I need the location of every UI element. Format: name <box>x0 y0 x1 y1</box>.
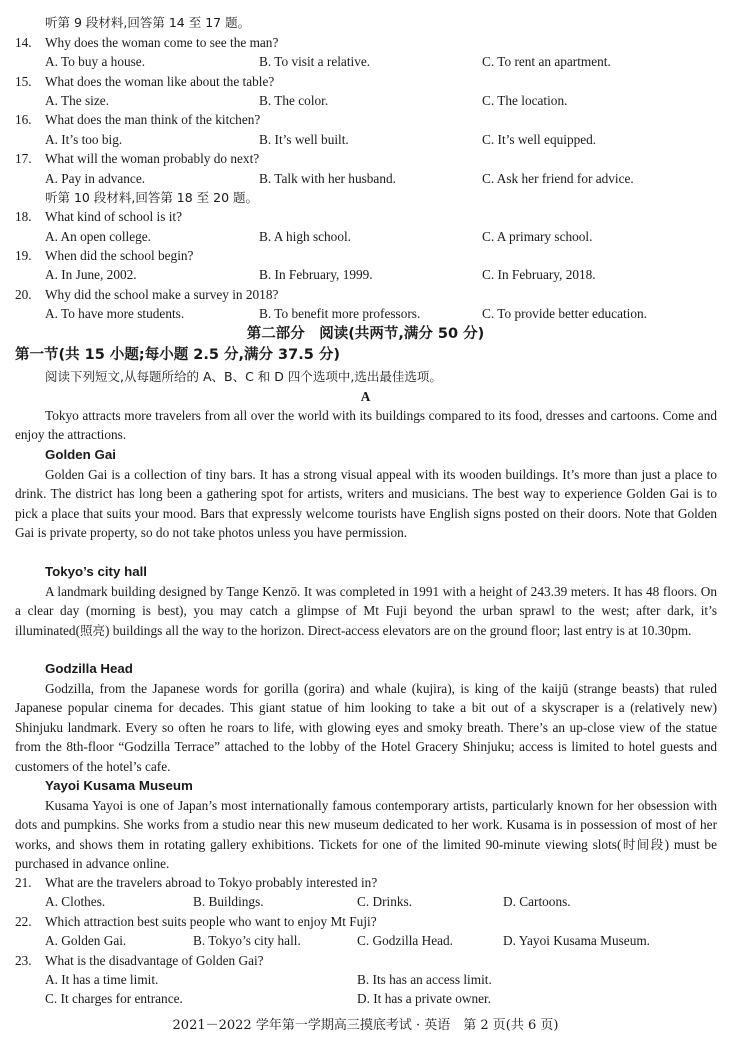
option-a: A. An open college. <box>45 229 151 244</box>
question-21 <box>15 873 715 892</box>
question-17 <box>15 149 715 168</box>
question-number: 16. <box>15 112 32 127</box>
section-text-kusama <box>15 796 717 874</box>
option-c: C. Godzilla Head. <box>357 933 454 948</box>
question-16 <box>15 110 715 129</box>
option-a: A. In June, 2002. <box>45 267 137 282</box>
option-a: A. Pay in advance. <box>45 171 146 186</box>
option-c: C. It charges for entrance. <box>45 991 183 1006</box>
chinese-gloss: 时间段 <box>621 836 665 852</box>
question-number: 14. <box>15 35 32 50</box>
option-c: C. To rent an apartment. <box>482 54 611 69</box>
question-number: 20. <box>15 287 32 302</box>
option-b: B. To visit a relative. <box>259 54 371 69</box>
question-number: 23. <box>15 953 32 968</box>
question-19 <box>15 246 715 265</box>
options-18 <box>45 227 715 246</box>
question-text: Which attraction best suits people who want to enjoy Mt Fuji? <box>45 914 377 929</box>
options-22 <box>45 931 715 950</box>
question-text: What is the disadvantage of Golden Gai? <box>45 953 264 968</box>
options-14 <box>45 52 715 71</box>
reading-instruction: 阅读下列短文,从每题所给的 A、B、C 和 D 四个选项中,选出最佳选项。 <box>45 369 442 384</box>
option-b: B. A high school. <box>259 229 351 244</box>
section-title-golden-gai: Golden Gai <box>45 447 116 462</box>
question-number: 17. <box>15 151 32 166</box>
section-text-city-hall <box>15 582 717 640</box>
options-21 <box>45 892 715 911</box>
option-a: A. It has a time limit. <box>45 972 159 987</box>
question-text: What will the woman probably do next? <box>45 151 260 166</box>
options-19 <box>45 265 715 284</box>
section-text-golden-gai: Golden Gai is a collection of tiny bars. It has a strong visual appeal with its wooden buildings. It’s more than just a place to drink. The district has long been a gathering spot for artists, writers and musicians. The best way to experience Golden Gai is to pick a place that suits your mood. Bars that expressly welcome tourists have English signs posted on their doors. Note that Golden Gai is private property, so do not take photos unless you have permission. <box>15 467 717 541</box>
option-c: C. A primary school. <box>482 229 593 244</box>
option-b: B. Its has an access limit. <box>357 972 492 987</box>
option-b: B. The color. <box>259 93 329 108</box>
text-segment: Kusama Yayoi is one of Japan’s most internationally famous contemporary artists, particularly known for her obsession with dots and pumpkins. She works from a studio near this new museum dedicated to her work. Kusama is in possession of most of her works, and shows them in rotating gallery exhibitions. Tickets for one of the limited 90-minute viewing slots( <box>15 798 717 852</box>
passage-letter: A <box>360 389 371 404</box>
passage-intro: Tokyo attracts more travelers from all over the world with its buildings compared to its food, dresses and cartoons. Come and enjoy the attractions. <box>15 408 717 443</box>
section-title-city-hall: Tokyo’s city hall <box>45 564 147 579</box>
question-text: When did the school begin? <box>45 248 194 263</box>
question-number: 15. <box>15 74 32 89</box>
question-20 <box>15 285 715 304</box>
option-d: D. Cartoons. <box>503 894 571 909</box>
question-22 <box>15 912 715 931</box>
option-a: A. It’s too big. <box>45 132 123 147</box>
section-text-godzilla: Godzilla, from the Japanese words for gorilla (gorira) and whale (kujira), is king of the kaijū (strange beasts) that ruled Japanese popular cinema for decades. This giant statue of him looking to take a bit out of a skyscraper is a (relatively new) Shinjuku landmark. Every so often he roars to life, with glowing eyes and smoky breath. There’s an up-close view of the statue from the 8th-floor “Godzilla Terrace” attached to the lobby of the Hotel Gracery Shinjuku; access is limited to hotel guests and customers of the hotel’s cafe. <box>15 681 717 774</box>
question-number: 22. <box>15 914 32 929</box>
option-a: A. To buy a house. <box>45 54 146 69</box>
section-title-godzilla: Godzilla Head <box>45 661 133 676</box>
question-number: 19. <box>15 248 32 263</box>
option-b: B. It’s well built. <box>259 132 349 147</box>
text-segment: ) must be purchased in advance online. <box>15 836 717 872</box>
options-20 <box>45 304 715 323</box>
option-a: A. To have more students. <box>45 306 185 321</box>
question-number: 21. <box>15 875 32 890</box>
options-15 <box>45 91 715 110</box>
listening-intro-10: 听第 10 段材料,回答第 18 至 20 题。 <box>45 190 259 205</box>
question-18 <box>15 207 715 226</box>
options-16 <box>45 130 715 149</box>
page-footer: 2021－2022 学年第一学期高三摸底考试 · 英语 第 2 页(共 6 页) <box>172 1018 559 1033</box>
option-a: A. Golden Gai. <box>45 933 127 948</box>
question-text: What does the woman like about the table? <box>45 74 275 89</box>
question-number: 18. <box>15 209 32 224</box>
part2-title: 第二部分 阅读(共两节,满分 50 分) <box>246 326 485 342</box>
options-23-row1 <box>45 970 715 989</box>
listening-intro-9: 听第 9 段材料,回答第 14 至 17 题。 <box>45 15 251 30</box>
text-segment: ) buildings all the way to the horizon. Direct-access elevators are on the ground floor; last entry is at 10.30pm. <box>105 622 692 638</box>
question-15 <box>15 72 715 91</box>
option-a: A. Clothes. <box>45 894 106 909</box>
question-text: Why does the woman come to see the man? <box>45 35 279 50</box>
question-14 <box>15 33 715 52</box>
section1-title: 第一节(共 15 小题;每小题 2.5 分,满分 37.5 分) <box>15 347 340 363</box>
question-23 <box>15 951 715 970</box>
text-segment: A landmark building designed by Tange Kenzō. It was completed in 1991 with a height of 243.39 meters. It has 48 floors. On a clear day (morning is best), you may catch a glimpse of Mt Fuji beyond the urban sprawl to the west; after dark, it’s illuminated( <box>15 584 717 638</box>
option-c: C. In February, 2018. <box>482 267 596 282</box>
options-17 <box>45 169 715 188</box>
option-c: C. Drinks. <box>357 894 413 909</box>
option-d: D. It has a private owner. <box>357 991 492 1006</box>
option-c: C. The location. <box>482 93 568 108</box>
option-a: A. The size. <box>45 93 110 108</box>
question-text: What kind of school is it? <box>45 209 183 224</box>
option-b: B. Tokyo’s city hall. <box>193 933 301 948</box>
option-b: B. In February, 1999. <box>259 267 373 282</box>
option-c: C. Ask her friend for advice. <box>482 171 634 186</box>
option-c: C. It’s well equipped. <box>482 132 597 147</box>
question-text: Why did the school make a survey in 2018? <box>45 287 279 302</box>
question-text: What are the travelers abroad to Tokyo probably interested in? <box>45 875 378 890</box>
options-23-row2 <box>45 989 715 1008</box>
option-c: C. To provide better education. <box>482 306 647 321</box>
question-text: What does the man think of the kitchen? <box>45 112 261 127</box>
option-d: D. Yayoi Kusama Museum. <box>503 933 651 948</box>
chinese-gloss: 照亮 <box>80 622 106 638</box>
option-b: B. To benefit more professors. <box>259 306 421 321</box>
option-b: B. Buildings. <box>193 894 264 909</box>
section-title-kusama: Yayoi Kusama Museum <box>45 778 193 793</box>
option-b: B. Talk with her husband. <box>259 171 396 186</box>
